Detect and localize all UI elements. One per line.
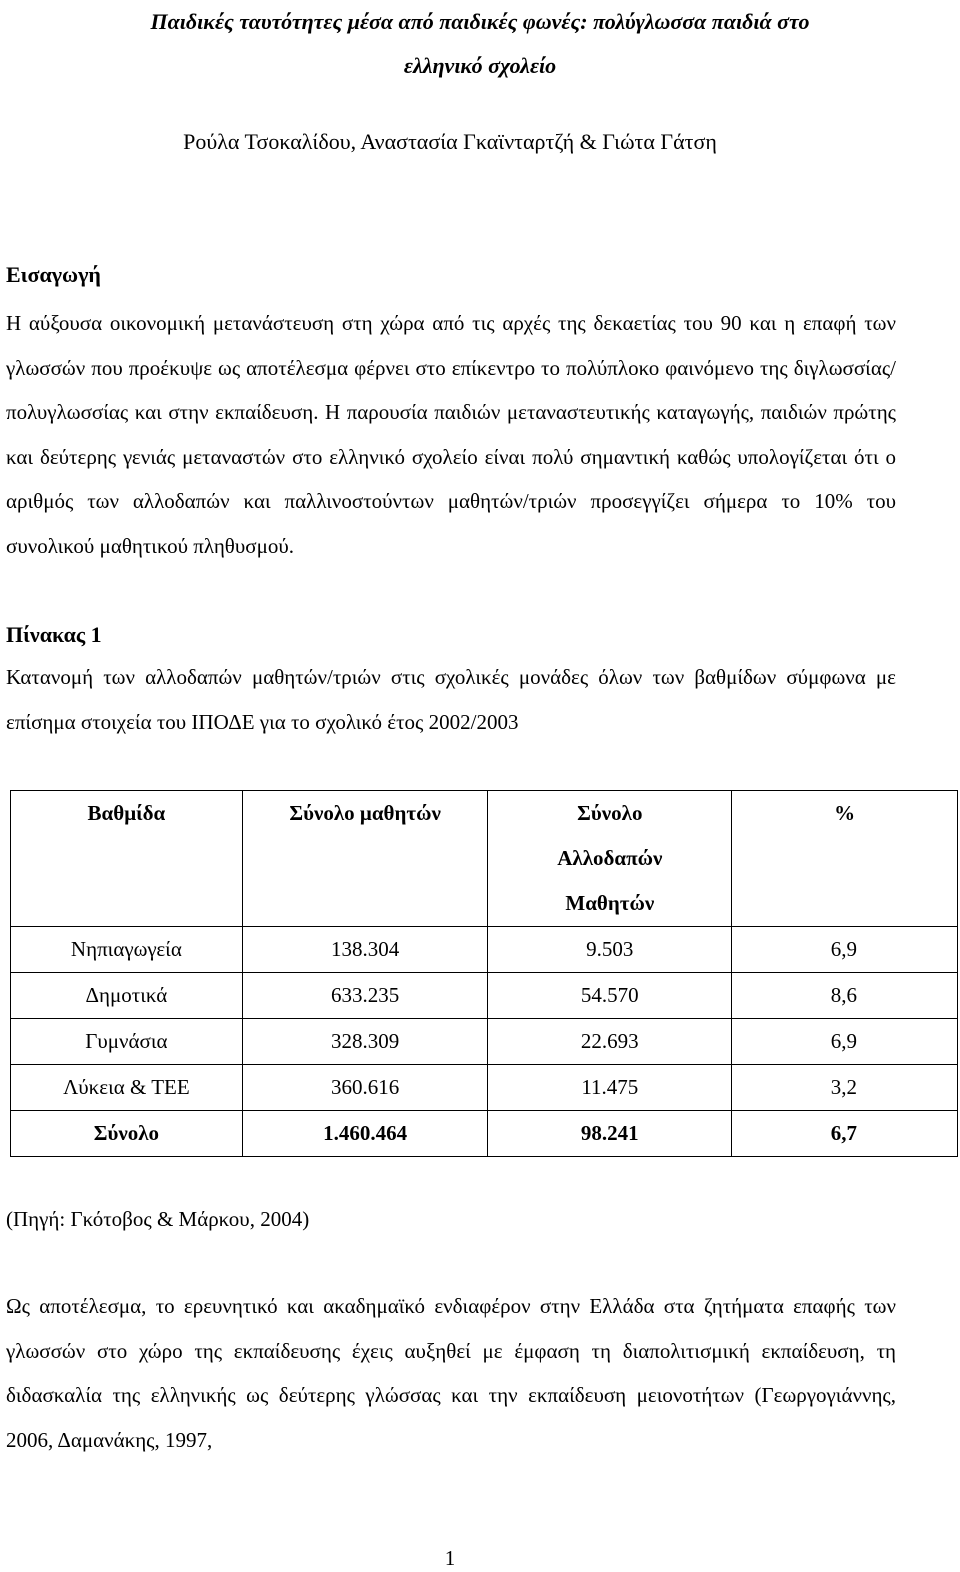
cell-foreign: 54.570 xyxy=(488,973,732,1019)
header-foreign-line-1: Σύνολο xyxy=(577,801,643,825)
table-row xyxy=(11,973,958,1019)
cell-total: 328.309 xyxy=(242,1019,488,1065)
table-source: (Πηγή: Γκότοβος & Μάρκου, 2004) xyxy=(6,1207,310,1231)
header-foreign-line-2: Αλλοδαπών xyxy=(557,846,663,870)
cell-foreign: 9.503 xyxy=(488,927,732,973)
authors: Ρούλα Τσοκαλίδου, Αναστασία Γκαϊνταρτζή & Γιώτα Γάτση xyxy=(183,129,717,154)
cell-total: 360.616 xyxy=(242,1065,488,1111)
page-number: 1 xyxy=(444,1546,456,1570)
cell-level: Γυμνάσια xyxy=(11,1019,243,1065)
table-row xyxy=(11,927,958,973)
header-total-students: Σύνολο μαθητών xyxy=(242,791,488,927)
header-level: Βαθμίδα xyxy=(11,791,243,927)
cell-foreign: 11.475 xyxy=(488,1065,732,1111)
cell-level: Δημοτικά xyxy=(11,973,243,1019)
closing-paragraph: Ως αποτέλεσμα, το ερευνητικό και ακαδημαϊκό ενδιαφέρον στην Ελλάδα στα ζητήματα επαφής των γλωσσών στο χώρο της εκπαίδευσης έχεις αυξηθεί με έμφαση τη διαπολιτισμική εκπαίδευση, τη διδασκαλία της ελληνικής ως δεύτερης γλώσσας και την εκπαίδευση μειονοτήτων (Γεωργογιάννης, 2006, Δαμανάκης, 1997, xyxy=(6,1294,896,1452)
enrollment-table xyxy=(10,790,958,1157)
cell-total: 138.304 xyxy=(242,927,488,973)
cell-total: 1.460.464 xyxy=(242,1111,488,1157)
cell-level: Σύνολο xyxy=(11,1111,243,1157)
cell-level: Νηπιαγωγεία xyxy=(11,927,243,973)
title-line-2: ελληνικό σχολείο xyxy=(403,53,557,78)
cell-percent: 3,2 xyxy=(732,1065,958,1111)
cell-percent: 8,6 xyxy=(732,973,958,1019)
header-foreign-line-3: Μαθητών xyxy=(565,891,655,915)
cell-percent: 6,9 xyxy=(732,927,958,973)
cell-level: Λύκεια & ΤΕΕ xyxy=(11,1065,243,1111)
header-percent: % xyxy=(732,791,958,927)
table-header-row xyxy=(11,791,958,927)
title-line-1: Παιδικές ταυτότητες μέσα από παιδικές φωνές: πολύγλωσσα παιδιά στο xyxy=(150,9,810,34)
document-title xyxy=(0,0,960,88)
cell-foreign: 98.241 xyxy=(488,1111,732,1157)
table-label: Πίνακας 1 xyxy=(6,622,102,647)
table-caption: Κατανομή των αλλοδαπών μαθητών/τριών στις σχολικές μονάδες όλων των βαθμίδων σύμφωνα με επίσημα στοιχεία του ΙΠΟΔΕ για το σχολικό έτος 2002/2003 xyxy=(6,665,896,734)
cell-percent: 6,7 xyxy=(732,1111,958,1157)
cell-percent: 6,9 xyxy=(732,1019,958,1065)
table-total-row xyxy=(11,1111,958,1157)
table-row xyxy=(11,1019,958,1065)
cell-total: 633.235 xyxy=(242,973,488,1019)
cell-foreign: 22.693 xyxy=(488,1019,732,1065)
intro-heading: Εισαγωγή xyxy=(6,262,101,287)
header-foreign-students xyxy=(488,791,732,927)
table-row xyxy=(11,1065,958,1111)
intro-paragraph: Η αύξουσα οικονομική μετανάστευση στη χώρα από τις αρχές της δεκαετίας του 90 και η επαφή των γλωσσών που προέκυψε ως αποτέλεσμα φέρνει στο επίκεντρο το πολύπλοκο φαινόμενο της διγλωσσίας/πολυγλωσσίας και στην εκπαίδευση. Η παρουσία παιδιών μεταναστευτικής καταγωγής, παιδιών πρώτης και δεύτερης γενιάς μεταναστών στο ελληνικό σχολείο είναι πολύ σημαντική καθώς υπολογίζεται ότι ο αριθμός των αλλοδαπών και παλλινοστούντων μαθητών/τριών προσεγγίζει σήμερα το 10% του συνολικού μαθητικού πληθυσμού. xyxy=(6,311,896,558)
